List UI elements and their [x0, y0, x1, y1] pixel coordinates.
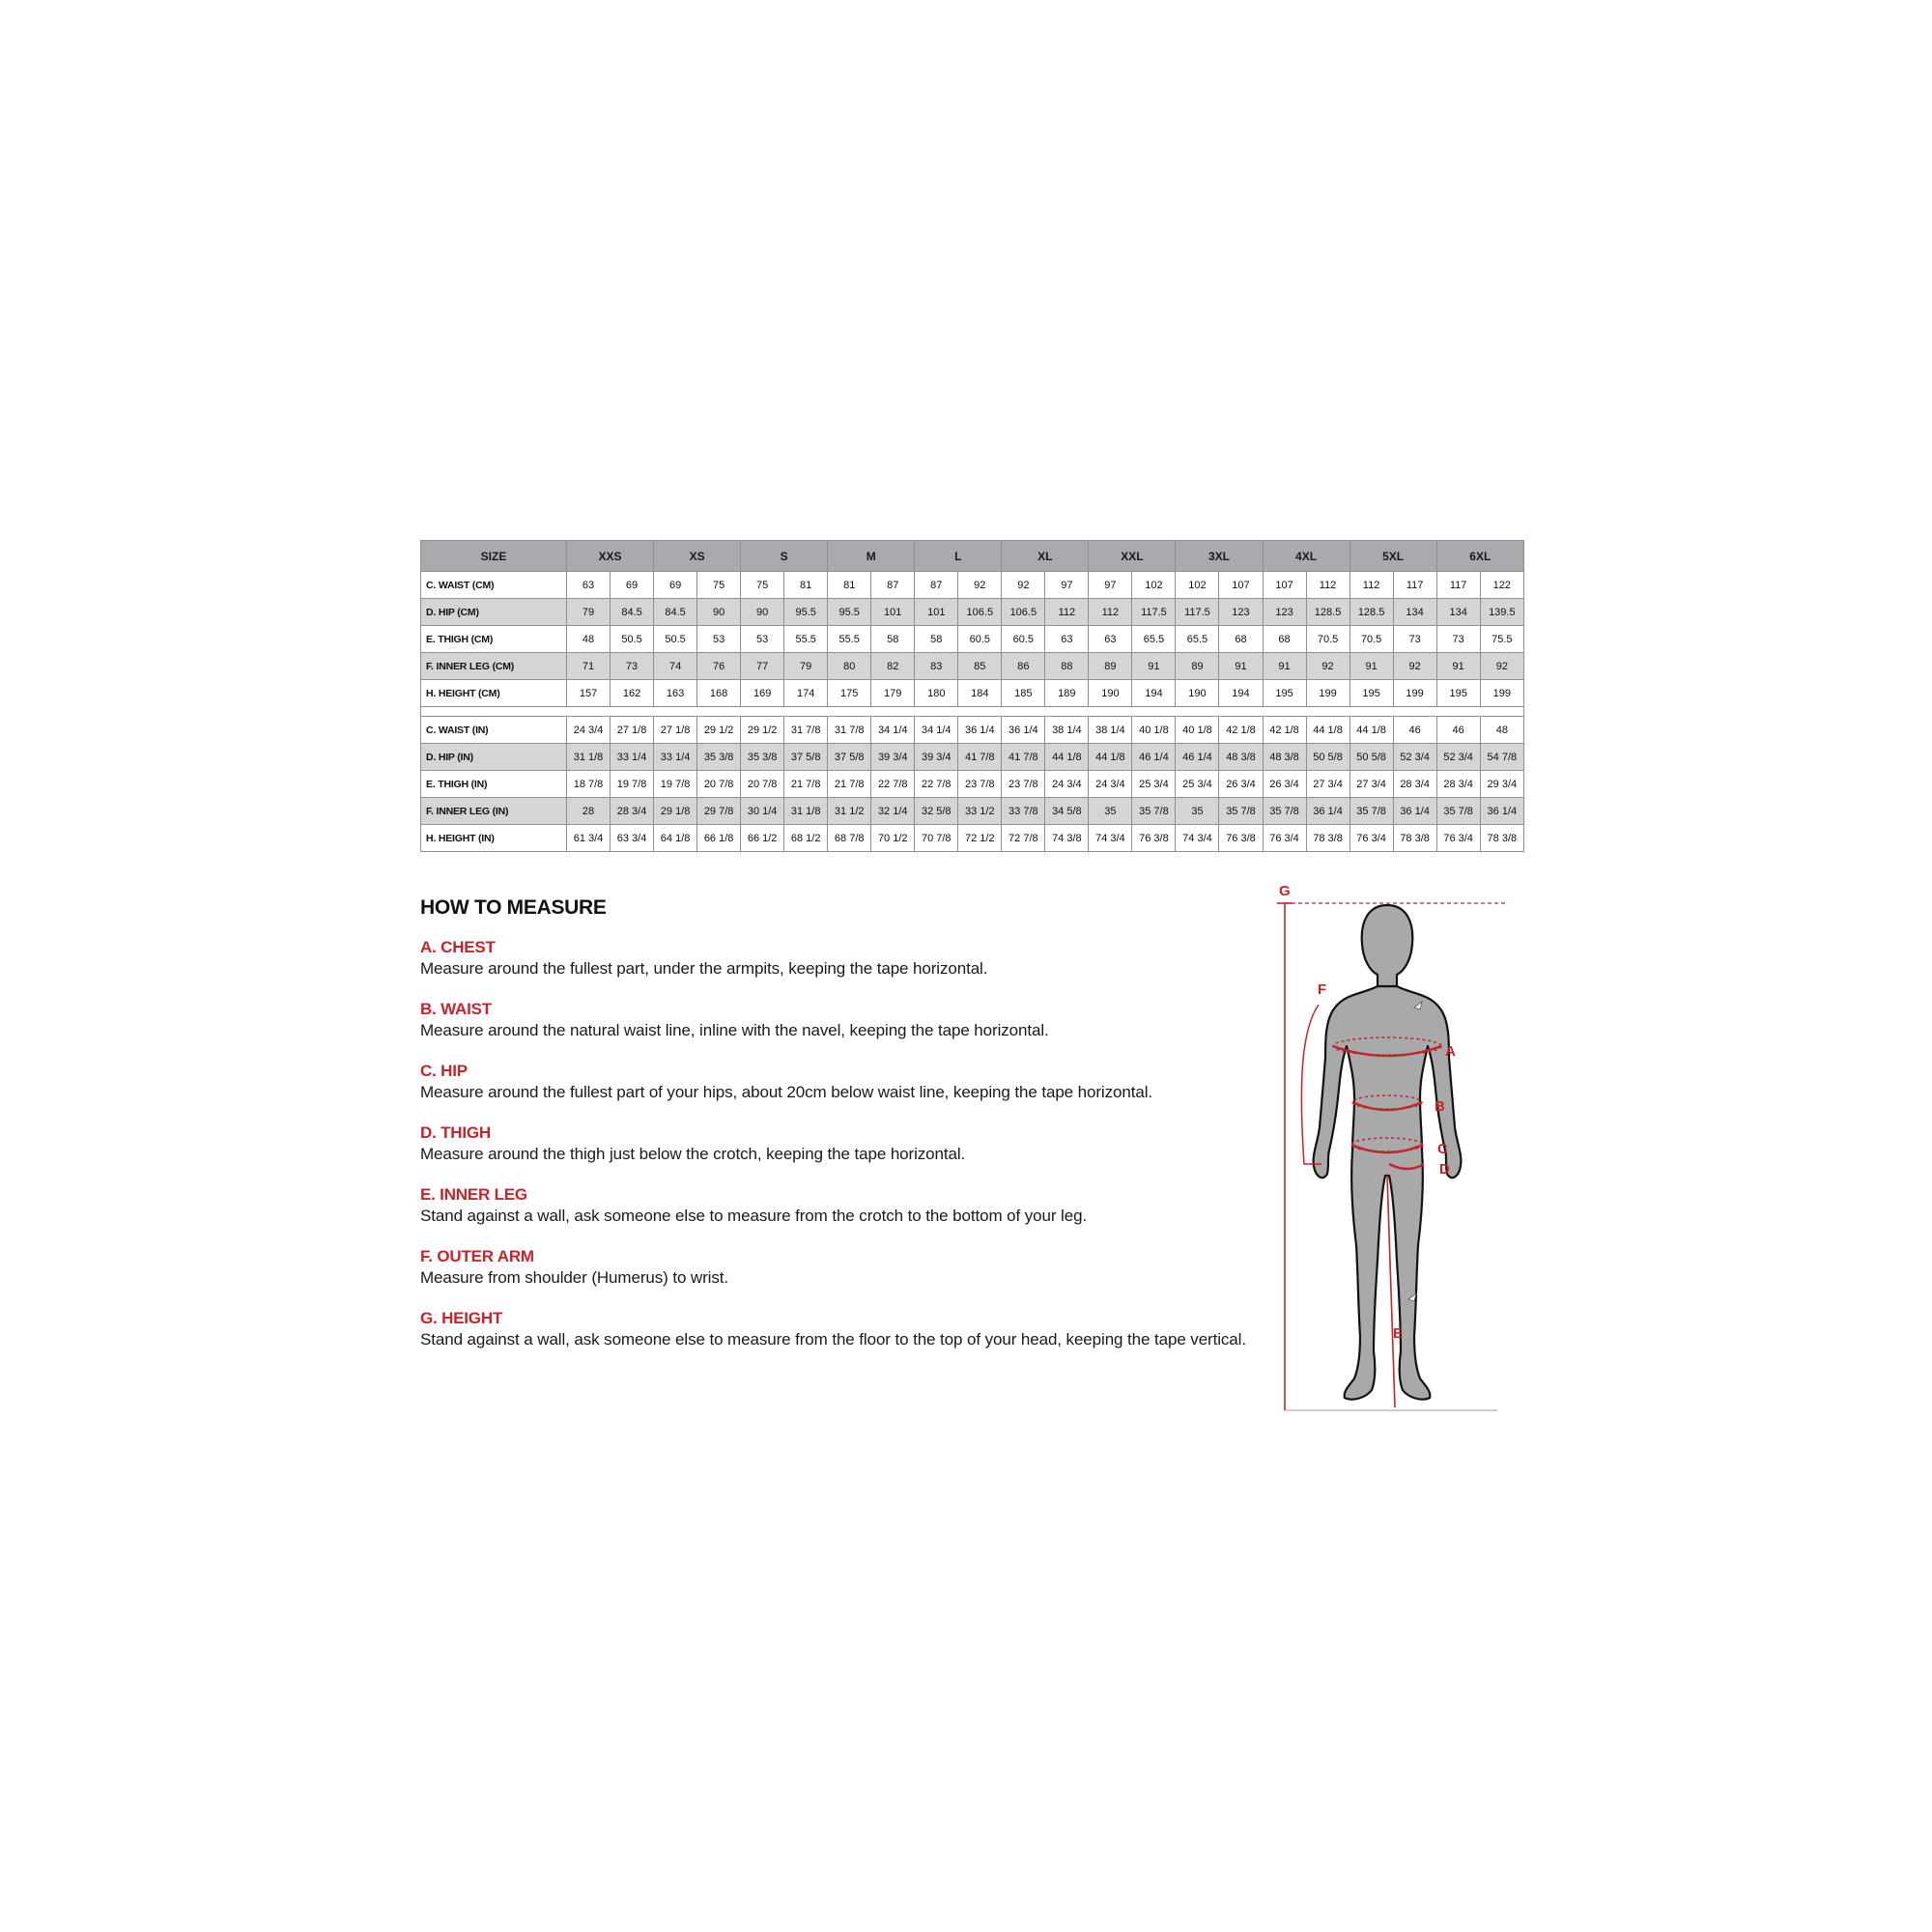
table-cell: 25 3/4 [1132, 771, 1176, 798]
table-cell: 58 [915, 626, 958, 653]
measure-step [420, 1184, 1290, 1227]
row-label: E. THIGH (CM) [421, 626, 567, 653]
table-row [421, 798, 1524, 825]
table-cell: 53 [741, 626, 784, 653]
table-row [421, 626, 1524, 653]
size-header-m: M [828, 541, 915, 572]
table-cell: 70 1/2 [871, 825, 915, 852]
table-cell: 52 3/4 [1393, 744, 1436, 771]
table-cell: 101 [915, 599, 958, 626]
table-cell: 48 [1480, 717, 1523, 744]
table-cell: 55.5 [828, 626, 871, 653]
table-cell: 65.5 [1176, 626, 1219, 653]
table-cell: 31 1/2 [828, 798, 871, 825]
table-cell: 195 [1263, 680, 1306, 707]
table-cell: 79 [784, 653, 828, 680]
measure-step [420, 937, 1290, 980]
table-cell: 123 [1219, 599, 1263, 626]
table-cell: 37 5/8 [784, 744, 828, 771]
table-cell: 35 7/8 [1436, 798, 1480, 825]
table-cell: 76 3/4 [1263, 825, 1306, 852]
table-cell: 50.5 [654, 626, 697, 653]
row-label: E. THIGH (IN) [421, 771, 567, 798]
table-cell: 78 3/8 [1306, 825, 1350, 852]
table-cell: 27 3/4 [1306, 771, 1350, 798]
row-label: H. HEIGHT (IN) [421, 825, 567, 852]
measure-step-title: G. HEIGHT [420, 1309, 503, 1327]
table-cell: 72 7/8 [1002, 825, 1045, 852]
table-cell: 36 1/4 [958, 717, 1002, 744]
table-cell: 40 1/8 [1132, 717, 1176, 744]
table-cell: 39 3/4 [871, 744, 915, 771]
table-cell: 24 3/4 [1045, 771, 1089, 798]
measure-step-description: Measure around the fullest part, under the armpits, keeping the tape horizontal. [420, 959, 988, 978]
table-cell: 75.5 [1480, 626, 1523, 653]
table-cell: 117 [1393, 572, 1436, 599]
measure-step-description: Stand against a wall, ask someone else to measure from the floor to the top of your head, keeping the tape vertical. [420, 1330, 1246, 1349]
measure-step-description: Measure around the fullest part of your hips, about 20cm below waist line, keeping the tape horizontal. [420, 1083, 1152, 1101]
table-cell: 88 [1045, 653, 1089, 680]
table-cell: 41 7/8 [958, 744, 1002, 771]
marker-e: E [1393, 1325, 1404, 1342]
table-cell: 68 7/8 [828, 825, 871, 852]
table-cell: 46 [1393, 717, 1436, 744]
table-cell: 112 [1089, 599, 1132, 626]
table-cell: 194 [1219, 680, 1263, 707]
table-cell: 73 [611, 653, 654, 680]
row-label: D. HIP (CM) [421, 599, 567, 626]
table-cell: 81 [828, 572, 871, 599]
size-header-label: SIZE [421, 541, 567, 572]
size-header-3xl: 3XL [1176, 541, 1263, 572]
table-cell: 65.5 [1132, 626, 1176, 653]
marker-a: A [1445, 1043, 1456, 1060]
measure-step [420, 999, 1290, 1041]
table-cell: 69 [654, 572, 697, 599]
size-header-row [421, 541, 1524, 572]
table-cell: 35 7/8 [1350, 798, 1393, 825]
table-cell: 87 [915, 572, 958, 599]
table-cell: 31 7/8 [828, 717, 871, 744]
table-cell: 42 1/8 [1263, 717, 1306, 744]
table-cell: 46 1/4 [1132, 744, 1176, 771]
table-cell: 69 [611, 572, 654, 599]
table-cell: 85 [958, 653, 1002, 680]
table-cell: 80 [828, 653, 871, 680]
marker-g: G [1279, 883, 1291, 899]
table-cell: 35 7/8 [1132, 798, 1176, 825]
measure-step [420, 1308, 1290, 1350]
table-cell: 74 3/4 [1176, 825, 1219, 852]
table-cell: 70.5 [1350, 626, 1393, 653]
table-cell: 34 1/4 [871, 717, 915, 744]
row-label: F. INNER LEG (CM) [421, 653, 567, 680]
measure-step-title: E. INNER LEG [420, 1185, 527, 1204]
table-cell: 139.5 [1480, 599, 1523, 626]
table-cell: 190 [1089, 680, 1132, 707]
table-cell: 102 [1132, 572, 1176, 599]
size-header-4xl: 4XL [1263, 541, 1350, 572]
table-cell: 31 1/8 [567, 744, 611, 771]
table-cell: 70 7/8 [915, 825, 958, 852]
table-cell: 74 3/8 [1045, 825, 1089, 852]
table-row [421, 599, 1524, 626]
size-header-xl: XL [1002, 541, 1089, 572]
table-cell: 199 [1393, 680, 1436, 707]
table-cell: 20 7/8 [741, 771, 784, 798]
table-cell: 162 [611, 680, 654, 707]
table-cell: 35 [1089, 798, 1132, 825]
measure-step [420, 1246, 1290, 1289]
table-cell: 117.5 [1132, 599, 1176, 626]
table-cell: 106.5 [958, 599, 1002, 626]
table-row [421, 653, 1524, 680]
table-cell: 21 7/8 [828, 771, 871, 798]
measure-step [420, 1061, 1290, 1103]
table-cell: 68 [1219, 626, 1263, 653]
table-cell: 33 1/4 [654, 744, 697, 771]
marker-b: B [1435, 1098, 1445, 1115]
table-cell: 24 3/4 [567, 717, 611, 744]
table-cell: 35 3/8 [741, 744, 784, 771]
table-cell: 38 1/4 [1045, 717, 1089, 744]
table-cell: 112 [1045, 599, 1089, 626]
table-cell: 52 3/4 [1436, 744, 1480, 771]
table-cell: 102 [1176, 572, 1219, 599]
table-cell: 29 1/8 [654, 798, 697, 825]
table-cell: 53 [697, 626, 741, 653]
table-cell: 36 1/4 [1306, 798, 1350, 825]
table-cell: 199 [1306, 680, 1350, 707]
table-cell: 40 1/8 [1176, 717, 1219, 744]
size-header-xs: XS [654, 541, 741, 572]
table-cell: 24 3/4 [1089, 771, 1132, 798]
table-cell: 86 [1002, 653, 1045, 680]
row-label: H. HEIGHT (CM) [421, 680, 567, 707]
measure-step [420, 1122, 1290, 1165]
size-chart-table [420, 540, 1524, 852]
table-cell: 74 [654, 653, 697, 680]
table-cell: 38 1/4 [1089, 717, 1132, 744]
table-cell: 28 [567, 798, 611, 825]
table-cell: 35 7/8 [1219, 798, 1263, 825]
table-cell: 134 [1436, 599, 1480, 626]
table-cell: 95.5 [784, 599, 828, 626]
measure-step-description: Stand against a wall, ask someone else to measure from the crotch to the bottom of your leg. [420, 1207, 1088, 1225]
table-cell: 174 [784, 680, 828, 707]
table-cell: 106.5 [1002, 599, 1045, 626]
table-cell: 78 3/8 [1480, 825, 1523, 852]
table-cell: 42 1/8 [1219, 717, 1263, 744]
table-cell: 107 [1219, 572, 1263, 599]
table-row [421, 680, 1524, 707]
table-cell: 36 1/4 [1002, 717, 1045, 744]
table-cell: 34 1/4 [915, 717, 958, 744]
table-cell: 79 [567, 599, 611, 626]
table-cell: 36 1/4 [1393, 798, 1436, 825]
table-cell: 30 1/4 [741, 798, 784, 825]
size-header-5xl: 5XL [1350, 541, 1436, 572]
measure-step-title: C. HIP [420, 1062, 468, 1080]
table-cell: 199 [1480, 680, 1523, 707]
table-cell: 163 [654, 680, 697, 707]
table-cell: 90 [697, 599, 741, 626]
table-cell: 107 [1263, 572, 1306, 599]
table-cell: 33 1/4 [611, 744, 654, 771]
table-cell: 68 [1263, 626, 1306, 653]
table-cell: 23 7/8 [958, 771, 1002, 798]
table-cell: 194 [1132, 680, 1176, 707]
table-row [421, 717, 1524, 744]
table-cell: 19 7/8 [654, 771, 697, 798]
table-cell: 27 1/8 [654, 717, 697, 744]
table-cell: 63 [567, 572, 611, 599]
table-cell: 72 1/2 [958, 825, 1002, 852]
table-cell: 35 [1176, 798, 1219, 825]
table-cell: 29 1/2 [697, 717, 741, 744]
table-cell: 48 3/8 [1219, 744, 1263, 771]
table-cell: 91 [1263, 653, 1306, 680]
table-cell: 20 7/8 [697, 771, 741, 798]
table-cell: 78 3/8 [1393, 825, 1436, 852]
table-cell: 189 [1045, 680, 1089, 707]
table-cell: 58 [871, 626, 915, 653]
table-cell: 92 [958, 572, 1002, 599]
table-cell: 92 [1480, 653, 1523, 680]
row-label: F. INNER LEG (IN) [421, 798, 567, 825]
table-cell: 179 [871, 680, 915, 707]
table-cell: 175 [828, 680, 871, 707]
table-cell: 75 [697, 572, 741, 599]
table-cell: 29 3/4 [1480, 771, 1523, 798]
how-to-measure-section [420, 889, 1290, 1370]
table-cell: 32 5/8 [915, 798, 958, 825]
table-cell: 46 [1436, 717, 1480, 744]
table-row [421, 825, 1524, 852]
table-cell: 33 7/8 [1002, 798, 1045, 825]
table-cell: 34 5/8 [1045, 798, 1089, 825]
table-cell: 168 [697, 680, 741, 707]
measure-step-description: Measure from shoulder (Humerus) to wrist. [420, 1268, 728, 1287]
marker-d: D [1439, 1161, 1450, 1178]
table-cell: 18 7/8 [567, 771, 611, 798]
table-cell: 87 [871, 572, 915, 599]
table-cell: 195 [1436, 680, 1480, 707]
table-cell: 91 [1436, 653, 1480, 680]
table-cell: 70.5 [1306, 626, 1350, 653]
table-cell: 82 [871, 653, 915, 680]
table-cell: 25 3/4 [1176, 771, 1219, 798]
table-cell: 77 [741, 653, 784, 680]
table-cell: 35 7/8 [1263, 798, 1306, 825]
table-cell: 74 3/4 [1089, 825, 1132, 852]
table-cell: 22 7/8 [915, 771, 958, 798]
table-cell: 90 [741, 599, 784, 626]
table-cell: 63 3/4 [611, 825, 654, 852]
table-cell: 84.5 [611, 599, 654, 626]
how-to-measure-title: HOW TO MEASURE [420, 896, 607, 919]
table-cell: 55.5 [784, 626, 828, 653]
table-cell: 27 1/8 [611, 717, 654, 744]
row-label: C. WAIST (CM) [421, 572, 567, 599]
table-cell: 44 1/8 [1089, 744, 1132, 771]
size-header-l: L [915, 541, 1002, 572]
row-label: C. WAIST (IN) [421, 717, 567, 744]
table-cell: 22 7/8 [871, 771, 915, 798]
table-cell: 117.5 [1176, 599, 1219, 626]
body-measurement-illustration [1265, 874, 1526, 1415]
table-cell: 35 3/8 [697, 744, 741, 771]
table-cell: 63 [1045, 626, 1089, 653]
table-cell: 29 7/8 [697, 798, 741, 825]
table-cell: 91 [1219, 653, 1263, 680]
table-spacer-row [421, 707, 1524, 717]
table-cell: 50 5/8 [1306, 744, 1350, 771]
table-cell: 54 7/8 [1480, 744, 1523, 771]
table-cell: 195 [1350, 680, 1393, 707]
table-cell: 50.5 [611, 626, 654, 653]
table-cell: 76 3/4 [1350, 825, 1393, 852]
table-cell: 71 [567, 653, 611, 680]
table-cell: 28 3/4 [1436, 771, 1480, 798]
table-cell: 180 [915, 680, 958, 707]
table-cell: 66 1/2 [741, 825, 784, 852]
head-shape [1362, 905, 1413, 988]
table-cell: 31 7/8 [784, 717, 828, 744]
table-cell: 50 5/8 [1350, 744, 1393, 771]
table-cell: 76 [697, 653, 741, 680]
table-cell: 28 3/4 [1393, 771, 1436, 798]
table-cell: 84.5 [654, 599, 697, 626]
table-cell: 184 [958, 680, 1002, 707]
table-cell: 37 5/8 [828, 744, 871, 771]
table-cell: 97 [1045, 572, 1089, 599]
size-header-xxs: XXS [567, 541, 654, 572]
table-cell: 21 7/8 [784, 771, 828, 798]
table-cell: 122 [1480, 572, 1523, 599]
table-cell: 63 [1089, 626, 1132, 653]
measure-steps-list [420, 937, 1290, 1350]
table-cell: 97 [1089, 572, 1132, 599]
table-cell: 48 3/8 [1263, 744, 1306, 771]
table-cell: 44 1/8 [1306, 717, 1350, 744]
table-cell: 76 3/8 [1132, 825, 1176, 852]
measure-step-description: Measure around the thigh just below the crotch, keeping the tape horizontal. [420, 1145, 966, 1163]
measure-step-title: F. OUTER ARM [420, 1247, 534, 1265]
table-cell: 73 [1393, 626, 1436, 653]
measure-step-title: D. THIGH [420, 1123, 492, 1142]
table-cell: 31 1/8 [784, 798, 828, 825]
table-cell: 76 3/8 [1219, 825, 1263, 852]
table-cell: 39 3/4 [915, 744, 958, 771]
table-cell: 26 3/4 [1219, 771, 1263, 798]
table-cell: 83 [915, 653, 958, 680]
table-cell: 89 [1176, 653, 1219, 680]
table-cell: 91 [1132, 653, 1176, 680]
table-cell: 75 [741, 572, 784, 599]
table-cell: 41 7/8 [1002, 744, 1045, 771]
table-cell: 157 [567, 680, 611, 707]
table-cell: 112 [1306, 572, 1350, 599]
table-cell: 44 1/8 [1045, 744, 1089, 771]
marker-f: F [1318, 981, 1327, 998]
table-cell: 48 [567, 626, 611, 653]
table-cell: 190 [1176, 680, 1219, 707]
table-cell: 92 [1393, 653, 1436, 680]
table-cell: 68 1/2 [784, 825, 828, 852]
table-row [421, 572, 1524, 599]
table-cell: 19 7/8 [611, 771, 654, 798]
table-cell: 44 1/8 [1350, 717, 1393, 744]
size-header-s: S [741, 541, 828, 572]
measure-step-description: Measure around the natural waist line, inline with the navel, keeping the tape horizontal. [420, 1021, 1049, 1039]
table-cell: 60.5 [1002, 626, 1045, 653]
table-cell: 64 1/8 [654, 825, 697, 852]
measure-step-title: B. WAIST [420, 1000, 492, 1018]
body-measurement-figure [1265, 874, 1526, 1415]
table-cell: 46 1/4 [1176, 744, 1219, 771]
table-cell: 95.5 [828, 599, 871, 626]
measure-step-title: A. CHEST [420, 938, 496, 956]
table-cell: 128.5 [1306, 599, 1350, 626]
table-cell: 91 [1350, 653, 1393, 680]
table-cell: 117 [1436, 572, 1480, 599]
table-cell: 76 3/4 [1436, 825, 1480, 852]
table-cell: 61 3/4 [567, 825, 611, 852]
table-cell: 123 [1263, 599, 1306, 626]
table-cell: 112 [1350, 572, 1393, 599]
table-cell: 32 1/4 [871, 798, 915, 825]
table-cell: 92 [1002, 572, 1045, 599]
table-cell: 81 [784, 572, 828, 599]
table-cell: 73 [1436, 626, 1480, 653]
table-cell: 36 1/4 [1480, 798, 1523, 825]
size-header-6xl: 6XL [1436, 541, 1523, 572]
table-cell: 92 [1306, 653, 1350, 680]
table-cell: 60.5 [958, 626, 1002, 653]
table-cell: 134 [1393, 599, 1436, 626]
size-header-xxl: XXL [1089, 541, 1176, 572]
table-cell: 33 1/2 [958, 798, 1002, 825]
table-cell: 169 [741, 680, 784, 707]
table-cell: 27 3/4 [1350, 771, 1393, 798]
table-row [421, 771, 1524, 798]
marker-c: C [1437, 1141, 1448, 1157]
table-cell: 28 3/4 [611, 798, 654, 825]
table-cell: 101 [871, 599, 915, 626]
table-cell: 185 [1002, 680, 1045, 707]
table-cell: 23 7/8 [1002, 771, 1045, 798]
table-cell: 26 3/4 [1263, 771, 1306, 798]
spacer-cell [421, 707, 1524, 717]
table-cell: 29 1/2 [741, 717, 784, 744]
table-row [421, 744, 1524, 771]
table-cell: 89 [1089, 653, 1132, 680]
table-cell: 66 1/8 [697, 825, 741, 852]
table-cell: 128.5 [1350, 599, 1393, 626]
row-label: D. HIP (IN) [421, 744, 567, 771]
